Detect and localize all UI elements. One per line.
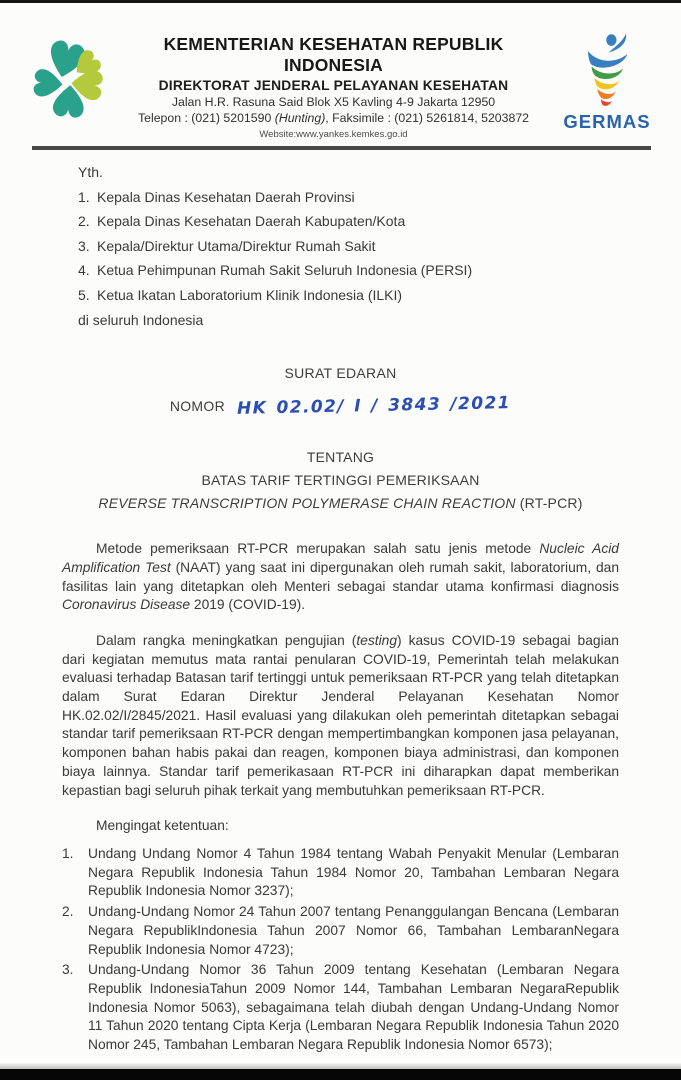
ministry-name: KEMENTERIAN KESEHATAN REPUBLIK INDONESIA — [163, 34, 504, 75]
address-line: Jalan H.R. Rasuna Said Blok X5 Kavling 4-9 Jakarta 12950 — [171, 95, 496, 109]
legal-item — [62, 903, 619, 959]
recipient-number: 3. — [78, 237, 90, 254]
recipient-number: 1. — [78, 188, 90, 205]
recipient-item — [78, 283, 621, 308]
recipient-item — [78, 258, 621, 283]
recipient-scope: di seluruh Indonesia — [78, 311, 204, 328]
recipient-number: 5. — [78, 286, 90, 303]
nomor-line — [0, 393, 681, 420]
letter-kind: SURAT EDARAN — [284, 365, 397, 382]
germas-logo-icon — [570, 32, 644, 108]
paragraph-1: Metode pemeriksaan RT-PCR merupakan salah satu jenis metode Nucleic Acid Amplification Test (NAAT) yang saat ini dipergunakan oleh rumah sakit, laboratorium, dan fasilitas lain yang ditetapkan oleh Menteri sebagai standar utama konfirmasi diagnosis Coronavirus Disease 2019 (COVID-19). — [62, 541, 619, 613]
legal-item-number: 3. — [62, 962, 74, 978]
recipient-text: Ketua Pehimpunan Rumah Sakit Seluruh Indonesia (PERSI) — [97, 262, 473, 279]
legal-item-text: Undang-Undang Nomor 36 Tahun 2009 tentang Kesehatan (Lembaran Negara Republik IndonesiaTahun 2009 Nomor 144, Tambahan Lembaran NegaraRepublik Indonesia Nomor 5063), sebagaimana telah diubah dengan Undang-Undang Nomor 11 Tahun 2020 tentang Cipta Kerja (Lembaran Negara Republik Indonesia Tahun 2020 Nomor 245, Tambahan Lembaran Negara Republik Indonesia Nomor 6573); — [88, 962, 619, 1053]
legal-item-number: 1. — [62, 846, 74, 861]
legal-item-number: 2. — [62, 904, 74, 920]
letterhead-text — [112, 30, 555, 141]
nomor-handwritten-value: HK 02.02/ I / 3843 /2021 — [237, 393, 512, 420]
paragraph-2: Dalam rangka meningkatkan pengujian (testing) kasus COVID-19 sebagai bagian dari kegiatan memutus mata rantai penularan COVID-19, Pemerintah telah melakukan evaluasi terhadap Batasan tarif tertinggi untuk pemeriksaan RT-PCR yang telah ditetapkan dalam Surat Edaran Direktur Jenderal Pelayanan Kesehatan Nomor HK.02.02/I/2845/2021. Hasil evaluasi yang dilakukan oleh pemerintah ditetapkan sebagai standar tarif pemeriksaan RT-PCR dengan mempertimbangkan komponen jasa pelayanan, komponen bahan habis pakai dan reagen, komponen biaya administrasi, dan komponen biaya lainnya. Standar tarif pemerikasaan RT-PCR ini diharapkan dapat memberikan kepastian bagi seluruh pihak terkait yang membutuhkan pemeriksaan RT-PCR. — [62, 632, 619, 798]
salutation: Yth. — [78, 164, 103, 180]
recipient-text: Kepala/Direktur Utama/Direktur Rumah Sakit — [97, 237, 376, 254]
recipient-text: Ketua Ikatan Laboratorium Klinik Indonesia (ILKI) — [97, 286, 403, 303]
directorate-name: DIREKTORAT JENDERAL PELAYANAN KESEHATAN — [158, 78, 509, 93]
recipient-number: 4. — [78, 262, 90, 279]
letterhead-divider — [32, 146, 651, 150]
tentang-label: TENTANG — [306, 449, 375, 466]
germas-logo-container — [555, 32, 659, 133]
legal-item — [62, 961, 619, 1055]
subject-line-1: BATAS TARIF TERTINGGI PEMERIKSAAN — [201, 472, 480, 489]
nomor-label: NOMOR — [169, 398, 225, 415]
legal-item-text: Undang-Undang Nomor 24 Tahun 2007 tentang Penanggulangan Bencana (Lembaran Negara RepublikIndonesia Tahun 2007 Nomor 66, Tambahan LembaranNegara Republik Indonesia Nomor 4723); — [88, 904, 619, 957]
recipient-item — [78, 209, 621, 234]
germas-label: GERMAS — [563, 111, 651, 132]
letter-title-block — [0, 365, 681, 420]
recipient-item — [78, 234, 621, 259]
recipient-number: 2. — [78, 213, 90, 230]
subject-block — [0, 446, 681, 515]
kemenkes-logo-icon — [26, 33, 110, 127]
phone-line: Telepon : (021) 5201590 (Hunting), Faksimile : (021) 5261814, 5203872 — [137, 111, 530, 125]
scan-edge-bottom — [0, 1069, 681, 1080]
recipient-block — [78, 160, 621, 332]
kemenkes-logo-container — [26, 33, 112, 132]
legal-list — [62, 845, 619, 1055]
recipient-text: Kepala Dinas Kesehatan Daerah Kabupaten/Kota — [97, 213, 406, 230]
legal-item-text: Undang Undang Nomor 4 Tahun 1984 tentang Wabah Penyakit Menular (Lembaran Negara Republik Indonesia Tahun 1984 Nomor 20, Tambahan Lembaran Negara Republik Indonesia Nomor 3237); — [88, 846, 619, 899]
letterhead — [0, 0, 681, 141]
recipient-item — [78, 185, 621, 210]
website-line: Website:www.yankes.kemkes.go.id — [259, 129, 408, 140]
mengingat-line: Mengingat ketentuan: — [96, 818, 229, 834]
legal-item — [62, 845, 619, 901]
recipient-text: Kepala Dinas Kesehatan Daerah Provinsi — [97, 188, 355, 205]
subject-line-2: REVERSE TRANSCRIPTION POLYMERASE CHAIN REACTION (RT-PCR) — [98, 495, 583, 512]
scan-edge-top — [0, 0, 681, 3]
